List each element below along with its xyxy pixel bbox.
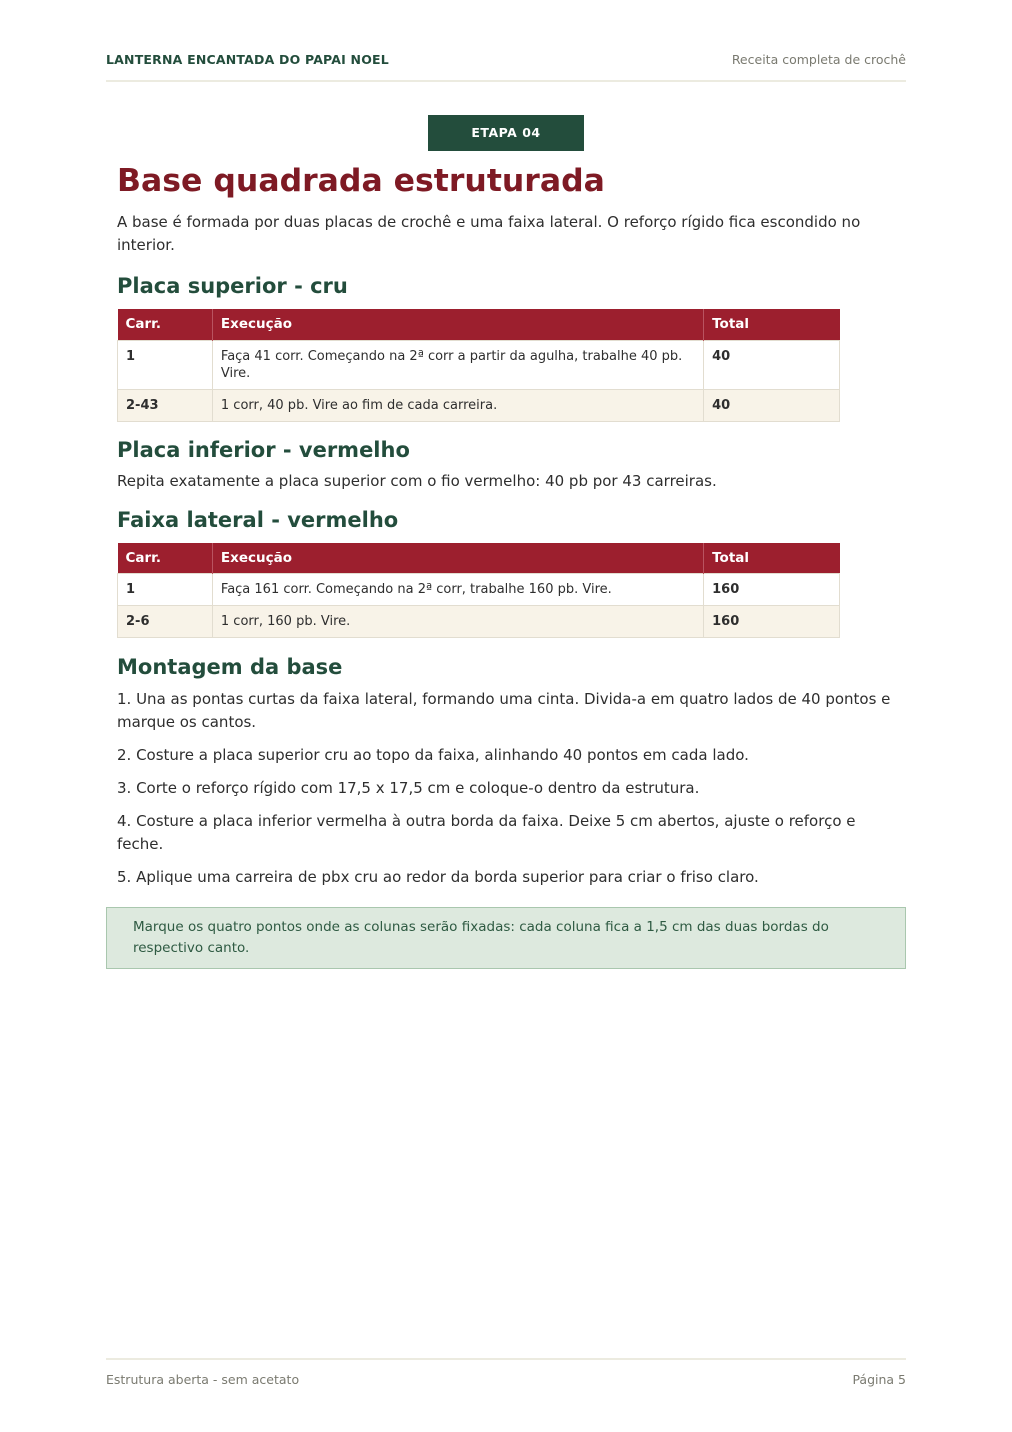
column-header-execution: Execução xyxy=(212,309,703,340)
row-total: 160 xyxy=(704,606,840,638)
footer-caption: Estrutura aberta - sem acetato xyxy=(106,1372,300,1387)
column-header-row: Carr. xyxy=(118,543,213,574)
row-total: 40 xyxy=(704,389,840,421)
table-row xyxy=(118,606,840,638)
main-content xyxy=(117,160,907,899)
section-heading-top-plate: Placa superior - cru xyxy=(117,274,348,298)
section-heading-side-band: Faixa lateral - vermelho xyxy=(117,507,399,532)
page-title: Base quadrada estruturada xyxy=(117,163,605,199)
row-execution: 1 corr, 40 pb. Vire ao fim de cada carreira. xyxy=(212,389,703,421)
tip-note: Marque os quatro pontos onde as colunas serão fixadas: cada coluna fica a 1,5 cm das duas bordas do respectivo canto. xyxy=(106,907,906,969)
intro-text: A base é formada por duas placas de crochê e uma faixa lateral. O reforço rígido fica escondido no interior. xyxy=(117,213,861,254)
table-row xyxy=(118,340,840,389)
table-header-row xyxy=(118,543,840,574)
column-header-total: Total xyxy=(704,309,840,340)
section-heading-bottom-plate: Placa inferior - vermelho xyxy=(117,437,410,462)
row-number: 1 xyxy=(118,574,213,606)
list-item: 3. Corte o reforço rígido com 17,5 x 17,5 cm e coloque-o dentro da estrutura. xyxy=(117,779,700,797)
page-footer xyxy=(106,1358,906,1388)
list-item: 4. Costure a placa inferior vermelha à outra borda da faixa. Deixe 5 cm abertos, ajuste o reforço e feche. xyxy=(117,812,856,853)
row-number: 2-6 xyxy=(118,606,213,638)
brand-title: LANTERNA ENCANTADA DO PAPAI NOEL xyxy=(106,52,389,67)
row-execution: 1 corr, 160 pb. Vire. xyxy=(212,606,703,638)
column-header-total: Total xyxy=(704,543,840,574)
page-number: Página 5 xyxy=(852,1372,906,1387)
bottom-plate-text: Repita exatamente a placa superior com o fio vermelho: 40 pb por 43 carreiras. xyxy=(117,471,717,490)
assembly-steps xyxy=(117,688,907,889)
row-total: 40 xyxy=(704,340,840,389)
list-item: 1. Una as pontas curtas da faixa lateral, formando uma cinta. Divida-a em quatro lados de 40 pontos e marque os cantos. xyxy=(117,690,891,731)
list-item: 2. Costure a placa superior cru ao topo da faixa, alinhando 40 pontos em cada lado. xyxy=(117,746,749,764)
top-plate-table xyxy=(117,309,840,422)
table-row xyxy=(118,574,840,606)
side-band-table xyxy=(117,543,840,639)
header-subtitle: Receita completa de crochê xyxy=(731,52,906,67)
row-number: 1 xyxy=(118,340,213,389)
list-item: 5. Aplique uma carreira de pbx cru ao redor da borda superior para criar o friso claro. xyxy=(117,868,759,886)
table-row xyxy=(118,389,840,421)
row-total: 160 xyxy=(704,574,840,606)
step-badge: ETAPA 04 xyxy=(428,115,584,151)
section-heading-assembly: Montagem da base xyxy=(117,655,343,679)
row-execution: Faça 161 corr. Começando na 2ª corr, trabalhe 160 pb. Vire. xyxy=(212,574,703,606)
page-header xyxy=(106,50,906,82)
table-header-row xyxy=(118,309,840,340)
column-header-row: Carr. xyxy=(118,309,213,340)
row-number: 2-43 xyxy=(118,389,213,421)
row-execution: Faça 41 corr. Começando na 2ª corr a partir da agulha, trabalhe 40 pb. Vire. xyxy=(212,340,703,389)
column-header-execution: Execução xyxy=(212,543,703,574)
